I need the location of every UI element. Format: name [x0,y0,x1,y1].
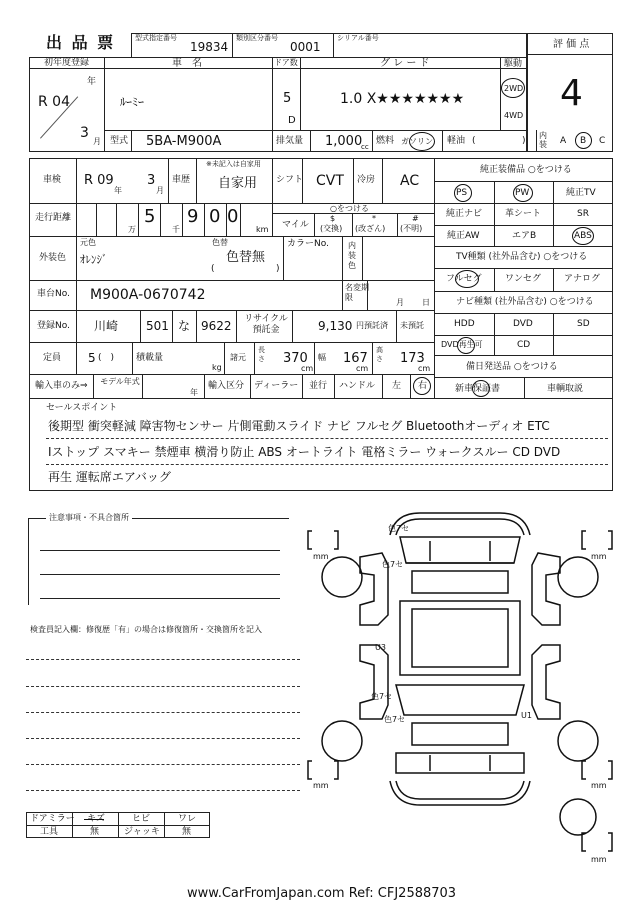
equip-airbag: エアB [512,231,537,241]
mm-fl: mm [313,552,329,561]
model-cert-value: 19834 [190,40,229,54]
ac-label: 冷房 [357,175,376,185]
cc-label: 排気量 [276,136,304,146]
mileage-opt-tamper-sym: * [372,214,376,223]
usage-label: 車歴 [172,175,191,185]
equip-abs: ABS [574,231,592,241]
sales-points-line2: Iストップ スマキー 禁煙車 横滑り防止 ABS オートライト 電格ミラー ウォークスルー CD DVD [48,445,561,459]
import-class-label: 輸入区分 [208,381,245,391]
mileage-opts-title: ○をつける [330,204,369,213]
tools-h-break: ワレ [178,814,197,824]
shaken-month-unit: 月 [156,186,164,195]
first-reg-era: R 04 [38,94,70,110]
mileage-opt-tamper: (改ざん) [355,224,386,233]
sales-points-line3: 再生 運転席エアバッグ [48,470,171,484]
mileage-opt-unknown: (不明) [400,224,423,233]
load-unit: kg [212,363,222,372]
sales-points-label: セールスポイント [46,403,118,413]
mm-spare: mm [591,855,607,864]
shaken-year-unit: 年 [114,186,122,195]
orig-color-label: 元色 [80,238,96,247]
caution-label: 注意事項・不具合箇所 [46,514,132,522]
hgt-unit: cm [418,364,431,373]
len-label: 長さ [258,346,265,363]
mm-rl: mm [313,781,329,790]
mileage-label: 走行距離 [35,213,72,223]
repaint-value: 色替無 [226,250,266,265]
equip-tv: 純正TV [566,188,596,198]
doors-label: ドア数 [274,58,298,67]
model-cert-label: 型式指定番号 [135,34,177,42]
orig-color-value: ｵﾚﾝｼﾞ [80,253,108,266]
import-dealer: ディーラー [254,381,299,391]
recycle-label: リサイクル預託金 [244,314,288,335]
dims-label: 諸元 [230,353,246,362]
len-unit: cm [301,364,314,373]
category-label: 類別区分番号 [236,34,278,42]
tv-fullseg: フルセグ [446,274,482,284]
first-reg-month-unit: 月 [93,137,101,146]
footer-ref: www.CarFromJapan.com Ref: CFJ2588703 [187,886,457,901]
fuel-paren-l: ( [472,136,476,146]
docs-title: 備日発送品 ○をつける [466,362,558,372]
capacity-label: 定員 [43,353,62,363]
expiry-month: 月 [396,298,404,307]
interior-label: 内装 [539,131,547,149]
docs-warranty-circle [472,380,490,397]
fuel-paren-r: ) [522,136,526,146]
model-year-label: モデル年式 [100,377,140,386]
recycle-unpaid: 未預託 [400,321,424,330]
color-label: 外装色 [39,253,67,263]
grade-label: グ レ ー ド [380,58,430,69]
repaint-paren-r: ) [276,264,280,274]
equip-leather: 革シート [505,209,542,219]
handle-label: ハンドル [339,381,376,391]
interior-c: C [599,136,606,146]
mark-rear-door: 色7セ [371,692,393,701]
plate-class: 501 [146,319,169,333]
tools-tool-label: 工具 [40,827,59,837]
doors-value: 5 [283,91,292,106]
handle-left: 左 [392,381,402,391]
usage-note: ※未記入は自家用 [206,160,261,168]
drive-2wd: 2WD [504,84,524,93]
mark-rear-fender: 色7セ [384,715,406,724]
navi-dvd-play: DVD再生可 [441,340,483,349]
navi-title: ナビ種類 (社外品含む) ○をつける [456,297,594,307]
fuel-gas-circle [409,132,435,151]
grade-value: 1.0 X★★★★★★★ [340,91,465,107]
mark-front-bumper: 色7セ [388,524,410,533]
shift-label: シフト [276,175,304,185]
tv-title: TV種類 (社外品含む) ○をつける [456,252,588,262]
tv-oneseg: ワンセグ [505,274,542,284]
mileage-opt-mile: マイル [282,220,309,230]
serial-label: シリアル番号 [337,34,379,42]
model-year-unit: 年 [190,388,198,397]
color-no-label: カラーNo. [287,239,329,249]
drive-4wd: 4WD [504,111,524,120]
plate-kana: な [178,319,191,333]
mileage-km: km [256,225,269,234]
category-value: 0001 [290,40,321,54]
score-value: 4 [560,73,583,114]
doors-type: D [288,115,296,126]
sheet-title: 出 品 票 [46,33,116,52]
mm-fr: mm [591,552,607,561]
equip-abs-circle [572,227,594,245]
navi-sd: SD [577,319,590,329]
cc-unit: cc [361,143,369,151]
tools-jack-value: 無 [182,827,192,837]
shaken-year: R 09 [84,173,114,188]
navi-dvd-play-circle [457,337,475,354]
first-reg-month: 3 [80,125,89,141]
navi-cd: CD [517,340,531,350]
equip-ps-circle [454,184,472,202]
equip-navi: 純正ナビ [446,209,483,219]
recycle-unit: 円預託済 [356,321,388,330]
chassis-label: 車台No. [37,289,70,299]
model-value: 5BA-M900A [146,134,222,149]
mark-u1: U1 [521,711,532,720]
tools-strike [84,819,104,820]
model-label: 型式 [110,136,129,146]
mileage-sen: 千 [172,225,180,234]
docs-warranty: 新車保証書 [455,384,501,394]
ac-value: AC [400,173,420,189]
import-parallel: 並行 [309,381,328,391]
fuel-gas: ガソリン [401,137,433,146]
usage-value: 自家用 [218,176,258,191]
navi-dvd: DVD [513,319,533,329]
tv-analog: アナログ [564,274,601,284]
inspector-label: 検査員記入欄：修復歴「有」の場合は修復箇所・交換箇所を記入 [30,625,262,634]
tools-h-mirror: ドアミラー [30,814,75,824]
handle-right-circle [413,377,431,395]
tools-h-crack: ヒビ [132,814,151,824]
docs-manual: 車輌取説 [547,384,584,394]
shift-value: CVT [316,173,344,189]
interior-a: A [560,136,567,146]
car-name-value: ﾙｰﾐｰ [120,95,145,109]
mileage-digit-4: 9 [187,206,199,227]
expiry-label: 名変期限 [345,283,369,302]
mileage-opt-exchange: (交換) [320,224,343,233]
wid-value: 167 [343,351,368,366]
interior-b: B [580,136,587,146]
cc-value: 1,000 [325,134,363,149]
shaken-label: 車検 [43,175,62,185]
plate-area: 川崎 [94,319,119,333]
mileage-man: 万 [128,225,136,234]
interior-b-circle [575,132,592,149]
fuel-diesel: 軽油 [447,136,466,146]
mileage-opt-unknown-sym: # [412,214,419,223]
navi-hdd: HDD [454,319,475,329]
wid-label: 幅 [318,353,326,362]
shaken-month: 3 [147,173,156,188]
capacity-paren: ( ) [98,353,115,363]
first-reg-label: 初年度登録 [44,58,90,68]
hgt-value: 173 [400,351,425,366]
tools-jack-label: ジャッキ [124,827,160,837]
plate-label: 登録No. [37,321,70,331]
tv-fullseg-circle [455,270,479,288]
mileage-digit-3: 5 [144,206,156,227]
recycle-value: 9,130 [318,319,353,333]
mileage-opt-exchange-sym: $ [330,214,336,223]
repaint-paren-l: ( [211,264,215,274]
car-name-label: 車 名 [172,58,202,69]
repaint-label: 色替 [212,238,228,247]
load-label: 積載量 [136,353,164,363]
drive-2wd-circle [501,78,525,98]
mileage-digit-6: 0 [227,206,239,227]
car-damage-diagram [300,505,620,865]
mark-u3: U3 [375,643,386,652]
mm-rr: mm [591,781,607,790]
drive-label: 駆動 [504,59,523,69]
chassis-value: M900A-0670742 [90,287,206,303]
equip-sr: SR [577,209,589,219]
capacity-value: 5 [88,351,96,365]
first-reg-year-unit: 年 [87,77,97,87]
sales-points-line1: 後期型 衝突軽減 障害物センサー 片側電動スライド ナビ フルセグ Bluetoothオーディオ ETC [48,419,550,433]
mark-front-fender: 色7セ [382,560,404,569]
len-value: 370 [283,351,308,366]
tools-tool-value: 無 [90,827,100,837]
score-label: 評 価 点 [553,39,590,50]
equip-aw: 純正AW [447,231,480,241]
equip-pw: PW [515,188,530,198]
caution-box [28,518,289,605]
int-color-label: 内装色 [348,241,356,270]
equip-pw-circle [513,184,533,202]
import-only-label: 輸入車のみ⇒ [35,381,88,391]
wid-unit: cm [356,364,369,373]
plate-num: 9622 [201,319,232,333]
mileage-digit-5: 0 [209,206,221,227]
tools-h-scratch: キズ [87,814,105,824]
hgt-label: 高さ [376,346,383,363]
equip-title: 純正装備品 ○をつける [480,165,572,175]
equip-ps: PS [456,188,468,198]
expiry-day: 日 [422,298,430,307]
handle-right: 右 [418,381,428,391]
fuel-label: 燃料 [376,136,395,146]
